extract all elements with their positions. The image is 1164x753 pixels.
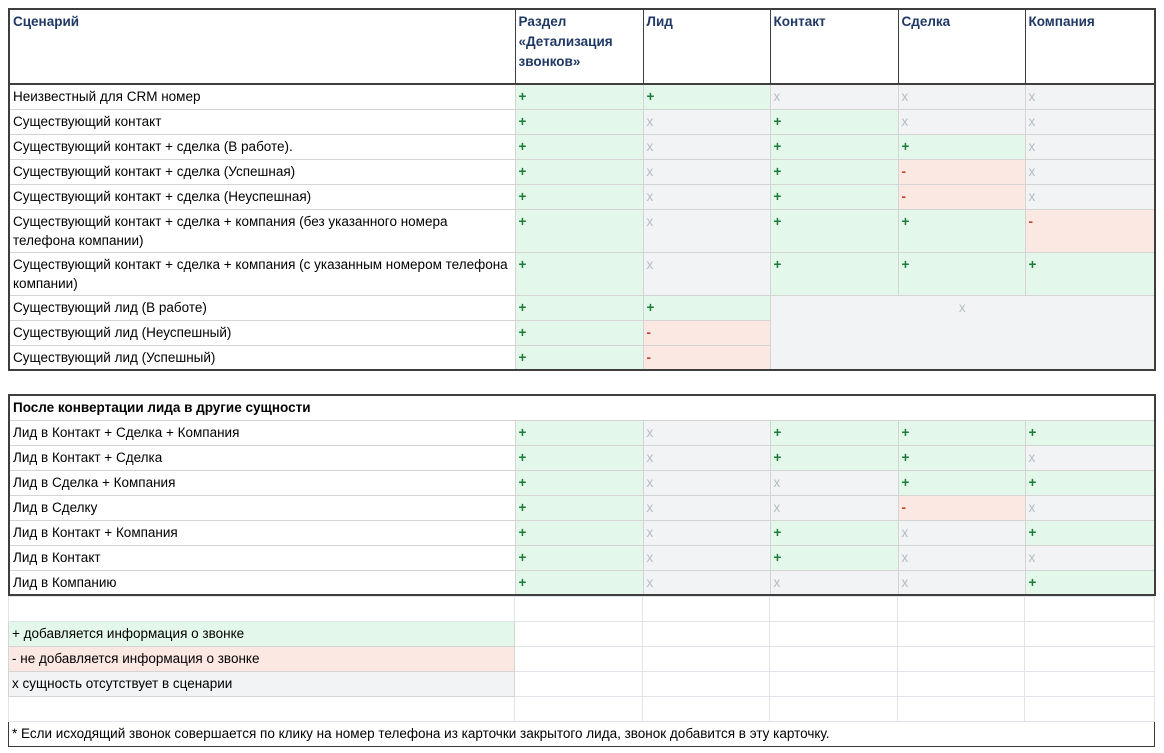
mark-cell: + bbox=[515, 295, 643, 320]
scenario-label: Существующий контакт + сделка (Неуспешная) bbox=[9, 184, 515, 209]
mark-cell: + bbox=[1025, 252, 1155, 295]
mark-cell: x bbox=[770, 570, 898, 595]
mark-cell: + bbox=[770, 520, 898, 545]
mark-cell: + bbox=[770, 209, 898, 252]
empty-cell bbox=[898, 597, 1025, 622]
scenario-label: Лид в Сделку bbox=[9, 495, 515, 520]
mark-cell: x bbox=[643, 109, 770, 134]
mark-cell: - bbox=[898, 159, 1025, 184]
empty-cell bbox=[1025, 647, 1155, 672]
mark-cell: + bbox=[770, 109, 898, 134]
empty-cell bbox=[1025, 697, 1155, 722]
mark-cell: + bbox=[898, 445, 1025, 470]
table-row bbox=[9, 159, 1155, 184]
mark-cell: - bbox=[643, 320, 770, 345]
mark-cell: - bbox=[898, 184, 1025, 209]
mark-cell: + bbox=[515, 445, 643, 470]
column-header-lead: Лид bbox=[643, 9, 770, 84]
empty-cell bbox=[9, 697, 515, 722]
mark-cell: x bbox=[643, 470, 770, 495]
table-row bbox=[9, 134, 1155, 159]
mark-cell: x bbox=[1025, 159, 1155, 184]
empty-cell bbox=[898, 697, 1025, 722]
merged-absent-cell: x bbox=[770, 295, 1155, 370]
mark-cell: x bbox=[643, 252, 770, 295]
mark-cell: x bbox=[1025, 495, 1155, 520]
mark-cell: x bbox=[1025, 445, 1155, 470]
mark-cell: + bbox=[515, 345, 643, 370]
mark-cell: + bbox=[515, 320, 643, 345]
empty-grid-row bbox=[9, 697, 1155, 722]
table-header-row bbox=[9, 9, 1155, 84]
mark-cell: + bbox=[515, 520, 643, 545]
mark-cell: x bbox=[1025, 184, 1155, 209]
empty-cell bbox=[898, 647, 1025, 672]
mark-cell: + bbox=[770, 134, 898, 159]
table-row bbox=[9, 420, 1155, 445]
empty-cell bbox=[9, 597, 515, 622]
mark-cell: + bbox=[1025, 520, 1155, 545]
empty-cell bbox=[643, 697, 770, 722]
empty-cell bbox=[515, 647, 643, 672]
mark-cell: + bbox=[643, 84, 770, 109]
mark-cell: + bbox=[1025, 420, 1155, 445]
empty-cell bbox=[643, 672, 770, 697]
mark-cell: x bbox=[1025, 84, 1155, 109]
mark-cell: x bbox=[898, 520, 1025, 545]
table-row bbox=[9, 445, 1155, 470]
scenario-table bbox=[8, 8, 1156, 371]
mark-cell: - bbox=[643, 345, 770, 370]
scenario-label: Существующий лид (Успешный) bbox=[9, 345, 515, 370]
column-header-deal: Сделка bbox=[898, 9, 1025, 84]
mark-cell: + bbox=[515, 134, 643, 159]
empty-cell bbox=[643, 622, 770, 647]
empty-cell bbox=[770, 597, 898, 622]
mark-cell: + bbox=[898, 209, 1025, 252]
empty-cell bbox=[1025, 597, 1155, 622]
mark-cell: + bbox=[515, 184, 643, 209]
scenario-label: Существующий контакт + сделка + компания (с указанным номером телефона компании) bbox=[9, 252, 515, 295]
empty-cell bbox=[515, 697, 643, 722]
mark-cell: + bbox=[770, 545, 898, 570]
mark-cell: + bbox=[515, 84, 643, 109]
mark-cell: + bbox=[643, 295, 770, 320]
table-row bbox=[9, 84, 1155, 109]
legend-row bbox=[9, 672, 1155, 697]
mark-cell: + bbox=[898, 420, 1025, 445]
column-header-call-detail: Раздел «Детализация звонков» bbox=[515, 9, 643, 84]
mark-cell: x bbox=[1025, 134, 1155, 159]
mark-cell: x bbox=[898, 545, 1025, 570]
table-row bbox=[9, 520, 1155, 545]
table-row bbox=[9, 252, 1155, 295]
mark-cell: x bbox=[770, 84, 898, 109]
footnote-row bbox=[9, 722, 1155, 747]
empty-cell bbox=[643, 597, 770, 622]
table-row bbox=[9, 570, 1155, 595]
spreadsheet-area bbox=[8, 8, 1154, 747]
mark-cell: x bbox=[643, 134, 770, 159]
table-row bbox=[9, 209, 1155, 252]
scenario-label: Существующий контакт + сделка (Успешная) bbox=[9, 159, 515, 184]
mark-cell: x bbox=[643, 445, 770, 470]
empty-cell bbox=[898, 622, 1025, 647]
mark-cell: - bbox=[1025, 209, 1155, 252]
table-row bbox=[9, 184, 1155, 209]
legend-row bbox=[9, 622, 1155, 647]
empty-cell bbox=[1025, 622, 1155, 647]
scenario-label: Лид в Контакт bbox=[9, 545, 515, 570]
table-row bbox=[9, 109, 1155, 134]
mark-cell: + bbox=[515, 470, 643, 495]
scenario-label: Существующий лид (Неуспешный) bbox=[9, 320, 515, 345]
table-row bbox=[9, 545, 1155, 570]
mark-cell: - bbox=[898, 495, 1025, 520]
empty-cell bbox=[770, 697, 898, 722]
scenario-label: Существующий контакт + сделка + компания (без указанного номера телефона компании) bbox=[9, 209, 515, 252]
table-row bbox=[9, 295, 1155, 320]
legend-and-footnote-area bbox=[8, 596, 1155, 747]
mark-cell: + bbox=[515, 109, 643, 134]
legend-item-plus: + добавляется информация о звонке bbox=[9, 622, 515, 647]
mark-cell: x bbox=[643, 184, 770, 209]
mark-cell: x bbox=[643, 209, 770, 252]
scenario-label: Лид в Контакт + Сделка + Компания bbox=[9, 420, 515, 445]
legend-item-x: х сущность отсутствует в сценарии bbox=[9, 672, 515, 697]
table-row bbox=[9, 470, 1155, 495]
scenario-label: Лид в Сделка + Компания bbox=[9, 470, 515, 495]
scenario-label: Существующий контакт bbox=[9, 109, 515, 134]
mark-cell: + bbox=[515, 159, 643, 184]
column-header-scenario: Сценарий bbox=[9, 9, 515, 84]
mark-cell: + bbox=[898, 470, 1025, 495]
mark-cell: x bbox=[1025, 109, 1155, 134]
scenario-label: Неизвестный для CRM номер bbox=[9, 84, 515, 109]
mark-cell: + bbox=[515, 420, 643, 445]
empty-cell bbox=[770, 647, 898, 672]
scenario-label: Существующий лид (В работе) bbox=[9, 295, 515, 320]
empty-cell bbox=[770, 672, 898, 697]
mark-cell: x bbox=[770, 495, 898, 520]
mark-cell: + bbox=[770, 184, 898, 209]
empty-cell bbox=[515, 597, 643, 622]
empty-cell bbox=[1025, 672, 1155, 697]
mark-cell: x bbox=[1025, 545, 1155, 570]
empty-cell bbox=[643, 647, 770, 672]
scenario-label: Лид в Контакт + Компания bbox=[9, 520, 515, 545]
column-header-company: Компания bbox=[1025, 9, 1155, 84]
mark-cell: x bbox=[898, 84, 1025, 109]
mark-cell: x bbox=[643, 420, 770, 445]
mark-cell: x bbox=[770, 470, 898, 495]
mark-cell: x bbox=[898, 570, 1025, 595]
legend-item-minus: - не добавляется информация о звонке bbox=[9, 647, 515, 672]
table-row bbox=[9, 495, 1155, 520]
scenario-label: Лид в Контакт + Сделка bbox=[9, 445, 515, 470]
mark-cell: + bbox=[1025, 570, 1155, 595]
footnote-text: * Если исходящий звонок совершается по клику на номер телефона из карточки закрытого лида, звонок добавится в эту карточку. bbox=[9, 722, 1155, 747]
mark-cell: + bbox=[770, 445, 898, 470]
mark-cell: + bbox=[515, 209, 643, 252]
section-header-row bbox=[9, 395, 1155, 420]
mark-cell: x bbox=[643, 545, 770, 570]
empty-cell bbox=[770, 622, 898, 647]
scenario-label: Существующий контакт + сделка (В работе). bbox=[9, 134, 515, 159]
mark-cell: x bbox=[643, 159, 770, 184]
scenario-label: Лид в Компанию bbox=[9, 570, 515, 595]
mark-cell: x bbox=[643, 495, 770, 520]
mark-cell: + bbox=[770, 252, 898, 295]
mark-cell: x bbox=[898, 109, 1025, 134]
mark-cell: + bbox=[515, 252, 643, 295]
mark-cell: + bbox=[898, 134, 1025, 159]
empty-cell bbox=[515, 672, 643, 697]
empty-cell bbox=[515, 622, 643, 647]
empty-cell bbox=[898, 672, 1025, 697]
mark-cell: + bbox=[515, 570, 643, 595]
section-title: После конвертации лида в другие сущности bbox=[9, 395, 1155, 420]
mark-cell: + bbox=[515, 545, 643, 570]
mark-cell: + bbox=[770, 159, 898, 184]
legend-row bbox=[9, 647, 1155, 672]
lead-conversion-table bbox=[8, 394, 1156, 596]
empty-grid-row bbox=[9, 597, 1155, 622]
mark-cell: x bbox=[643, 520, 770, 545]
column-header-contact: Контакт bbox=[770, 9, 898, 84]
mark-cell: + bbox=[770, 420, 898, 445]
mark-cell: + bbox=[515, 495, 643, 520]
mark-cell: + bbox=[898, 252, 1025, 295]
mark-cell: x bbox=[643, 570, 770, 595]
mark-cell: + bbox=[1025, 470, 1155, 495]
